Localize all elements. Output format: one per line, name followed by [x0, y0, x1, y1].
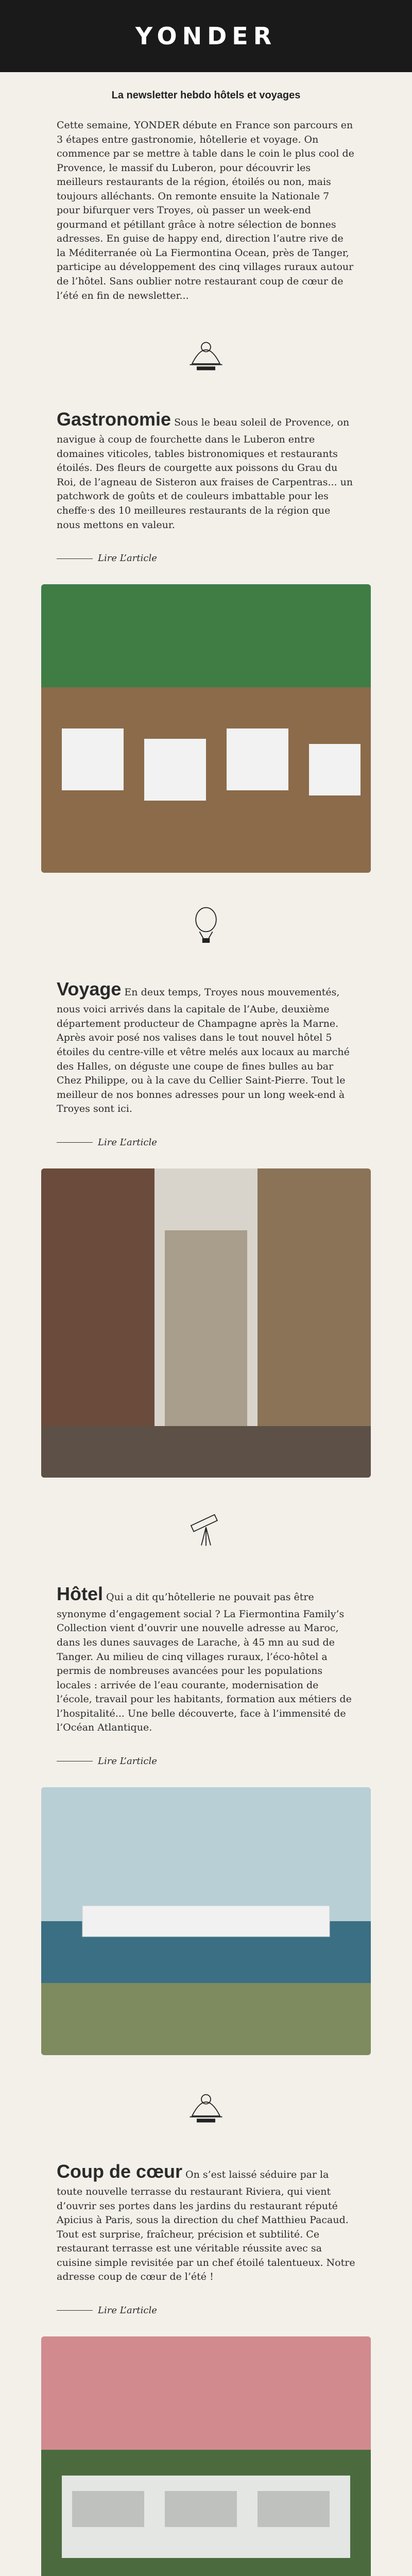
cloche-icon — [183, 331, 229, 378]
section-text — [0, 976, 412, 1116]
section-text — [0, 406, 412, 532]
newsletter-title: La newsletter hebdo hôtels et voyages — [111, 89, 301, 101]
section-image — [41, 2336, 371, 2576]
telescope-icon — [183, 1506, 229, 1552]
intro-text: Cette semaine, YONDER débute en France son parcours en 3 étapes entre gastronomie, hôtellerie et voyage. On commence par se mettre à table dans le coin le plus cool de Provence, le massif du Luberon, pour découvrir les meilleurs restaurants de la région, étoilés ou non, mais toujours alléchants. On remonte ensuite la Nationale 7 pour bifurquer vers Troyes, où passer un week-end gourmand et pétillant grâce à notre sélection de bonnes adresses. En guise de happy end, direction l’autre rive de la Méditerranée où La Fiermontina Ocean, près de Tanger, participe au développement des cinq villages ruraux autour de l’hôtel. Sans oublier notre restaurant coup de cœur de l’été en fin de newsletter... — [57, 120, 354, 301]
section-image — [41, 1168, 371, 1478]
section-body: Qui a dit qu’hôtellerie ne pouvait pas être synonyme d’engagement social ? La Fiermontina Family’s Collection vient d’ouvrir une nouvelle adresse au Maroc, dans les dunes sauvages de Larache, à 45 mn au sud de Tanger. Au milieu de cinq villages ruraux, l’éco-hôtel a permis de nombreuses avancées pour les populations locales : arrivée de l’eau courante, modernisation de l’école, travail pour les habitants, formation aux métiers de l’hospitalité... Une belle découverte, face à l’immensité de l’Océan Atlantique. — [57, 1591, 352, 1734]
section-text — [0, 1581, 412, 1735]
section-icon-wrap — [0, 303, 412, 406]
section-hotel — [0, 1478, 412, 2055]
section-body: En deux temps, Troyes nous mouvementés, nous voici arrivés dans la capitale de l’Aube, deuxième département producteur de Champagne après la Marne. Après avoir posé nos valises dans le tout nouvel hôtel 5 étoiles du centre-ville et vêtre melés aux locaux au marché des Halles, on déguste une coupe de fines bulles au bar Chez Philippe, ou à la cave du Cellier Saint-Pierre. Tout le meilleur de nos bonnes adresses pour un long week-end à Troyes sont ici. — [57, 987, 350, 1115]
read-article-link[interactable]: Lire L’article — [0, 2305, 412, 2316]
section-title: Voyage — [57, 978, 122, 1000]
section-coup-de-coeur — [0, 2055, 412, 2576]
section-icon-wrap — [0, 873, 412, 976]
read-article-link[interactable]: Lire L’article — [0, 1756, 412, 1767]
intro-section — [0, 118, 412, 303]
hot-air-balloon-icon — [183, 901, 229, 947]
section-body: On s’est laissé séduire par la toute nouvelle terrasse du restaurant Riviera, qui vient d’ouvrir ses portes dans les jardins du restaurant réputé Apicius à Paris, sous la direction du chef Matthieu Pacaud. Tout est surprise, fraîcheur, précision et subtilité. Ce restaurant terrasse est une véritable réussite avec sa cuisine simple revisitée par un chef étoilé talentueux. Notre adresse coup de cœur de l’été ! — [57, 2168, 355, 2283]
section-text — [0, 2158, 412, 2284]
read-article-link[interactable]: Lire L’article — [0, 1137, 412, 1148]
section-image — [41, 584, 371, 873]
section-voyage — [0, 873, 412, 1478]
section-gastronomie — [0, 303, 412, 873]
brand-logo[interactable]: YONDER — [135, 22, 277, 50]
section-icon-wrap — [0, 2055, 412, 2158]
section-title: Hôtel — [57, 1583, 103, 1604]
section-body: Sous le beau soleil de Provence, on navigue à coup de fourchette dans le Luberon entre domaines viticoles, tables bistronomiques et restaurants étoilés. Des fleurs de courgette aux poissons du Grau du Roi, de l’agneau de Sisteron aux fraises de Carpentras... un patchwork de goûts et de couleurs imbattable pour les cheffe·s des 10 meilleures restaurants de la région que nous mettons en valeur. — [57, 417, 353, 531]
section-image — [41, 1787, 371, 2055]
section-title: Coup de cœur — [57, 2160, 182, 2182]
section-title: Gastronomie — [57, 409, 171, 430]
read-article-link[interactable]: Lire L’article — [0, 553, 412, 564]
header — [0, 0, 412, 72]
cloche-icon — [183, 2083, 229, 2130]
section-icon-wrap — [0, 1478, 412, 1581]
